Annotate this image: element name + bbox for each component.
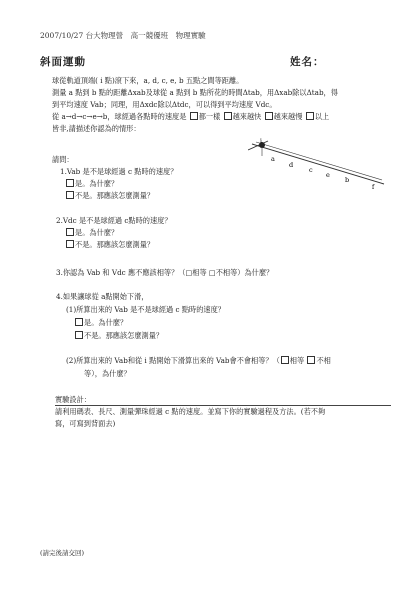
q4-yes-checkbox[interactable] <box>75 318 83 326</box>
option-faster-checkbox[interactable] <box>224 112 232 120</box>
label-f: f <box>372 184 375 191</box>
question-4-2-text: (2)所算出來的 Vab和從 i 點開始下滑算出來的 Vab會不會相等？（ <box>66 356 280 365</box>
question-4-1: (1)所算出來的 Vab 是不是球經過 c 點時的速度？ <box>66 305 225 314</box>
incline-track <box>252 144 384 184</box>
intro-line-4-text: 從 a→d→c→e→b，球經過各點時的速度是 <box>52 112 187 121</box>
label-d: d <box>289 161 294 169</box>
questions-label: 請問： <box>52 155 74 164</box>
option-same-label: 都一樣 <box>198 112 221 121</box>
label-i: i <box>260 138 262 145</box>
page-header: 2007/10/27 台大物理營 高一競優班 物理實驗 <box>40 31 206 40</box>
q1-no-label: 不是。那應該怎麼測量？ <box>75 191 155 200</box>
q4-option-no <box>75 331 163 342</box>
q2-no-checkbox[interactable] <box>66 240 74 248</box>
q4-option-yes <box>75 318 127 329</box>
question-3: 3.你認為 Vab 和 Vdc 應不應該相等？（□相等 □不相等）為什麼？ <box>56 268 274 277</box>
experiment-label: 實驗設計： <box>55 395 91 404</box>
q1-yes-label: 是。為什麼？ <box>75 179 119 188</box>
intro-line-1: 球從軌道頂端( i 點)滾下來，a, d, c, e, b 五點之間等距離。 <box>52 76 244 85</box>
q2-yes-label: 是。為什麼？ <box>75 228 119 237</box>
q1-no-checkbox[interactable] <box>66 191 74 199</box>
question-2: 2.Vdc 是不是球經過 c點時的速度？ <box>56 216 172 225</box>
q1-option-no <box>66 191 154 202</box>
divider <box>55 405 391 406</box>
worksheet-title: 斜面運動 <box>40 56 86 68</box>
label-e: e <box>326 171 330 179</box>
name-label: 姓名： <box>290 56 325 68</box>
question-4: 4.如果讓球從 a點開始下滑， <box>56 292 149 301</box>
option-faster-label: 越來越快 <box>232 112 262 121</box>
label-c: c <box>309 166 313 174</box>
q4-equal-checkbox[interactable] <box>281 356 289 364</box>
q1-yes-checkbox[interactable] <box>66 179 74 187</box>
label-a: a <box>271 155 275 163</box>
intro-line-4 <box>52 112 329 123</box>
option-none-checkbox[interactable] <box>306 112 314 120</box>
intro-line-2: 測量 a 點到 b 點的距離Δxab及球從 a 點到 b 點所花的時間Δtab，用Δxab除以Δtab，得 <box>52 88 338 97</box>
q4-unequal-label: 不相 <box>316 356 331 365</box>
option-slower-label: 越來越慢 <box>273 112 303 121</box>
label-b: b <box>345 176 350 184</box>
q4-yes-label: 是。為什麼？ <box>84 318 128 327</box>
q2-option-yes <box>66 228 118 239</box>
q1-option-yes <box>66 179 118 190</box>
q2-no-label: 不是。那應該怎麼測量？ <box>75 240 155 249</box>
intro-line-3: 到平均速度 Vab；同理，用Δxdc除以Δtdc，可以得到平均速度 Vdc。 <box>52 100 277 109</box>
question-1: 1.Vab 是不是球經過 c 點時的速度？ <box>60 167 178 176</box>
page-footer: (請完後請交回) <box>40 549 85 557</box>
q2-yes-checkbox[interactable] <box>66 228 74 236</box>
option-slower-checkbox[interactable] <box>265 112 273 120</box>
q4-no-checkbox[interactable] <box>75 331 83 339</box>
incline-diagram <box>248 134 388 194</box>
experiment-line-1: 請利用碼表、長尺、測量彈珠經過 c 點的速度。並寫下你的實驗過程及方法。(若不夠 <box>55 407 326 416</box>
question-4-2-line-2: 等），為什麼？ <box>84 369 131 378</box>
q2-option-no <box>66 240 154 251</box>
option-none-label: 以上 <box>314 112 330 121</box>
q4-no-label: 不是。那應該怎麼測量？ <box>84 331 164 340</box>
intro-line-5: 皆非,請描述你認為的情形： <box>52 124 141 133</box>
experiment-line-2: 寫，可寫到背面去) <box>55 419 116 428</box>
q4-unequal-checkbox[interactable] <box>307 356 315 364</box>
q4-equal-label: 相等 <box>289 356 305 365</box>
incline-rail <box>256 142 382 180</box>
option-same-checkbox[interactable] <box>190 112 198 120</box>
question-4-2 <box>66 356 331 367</box>
